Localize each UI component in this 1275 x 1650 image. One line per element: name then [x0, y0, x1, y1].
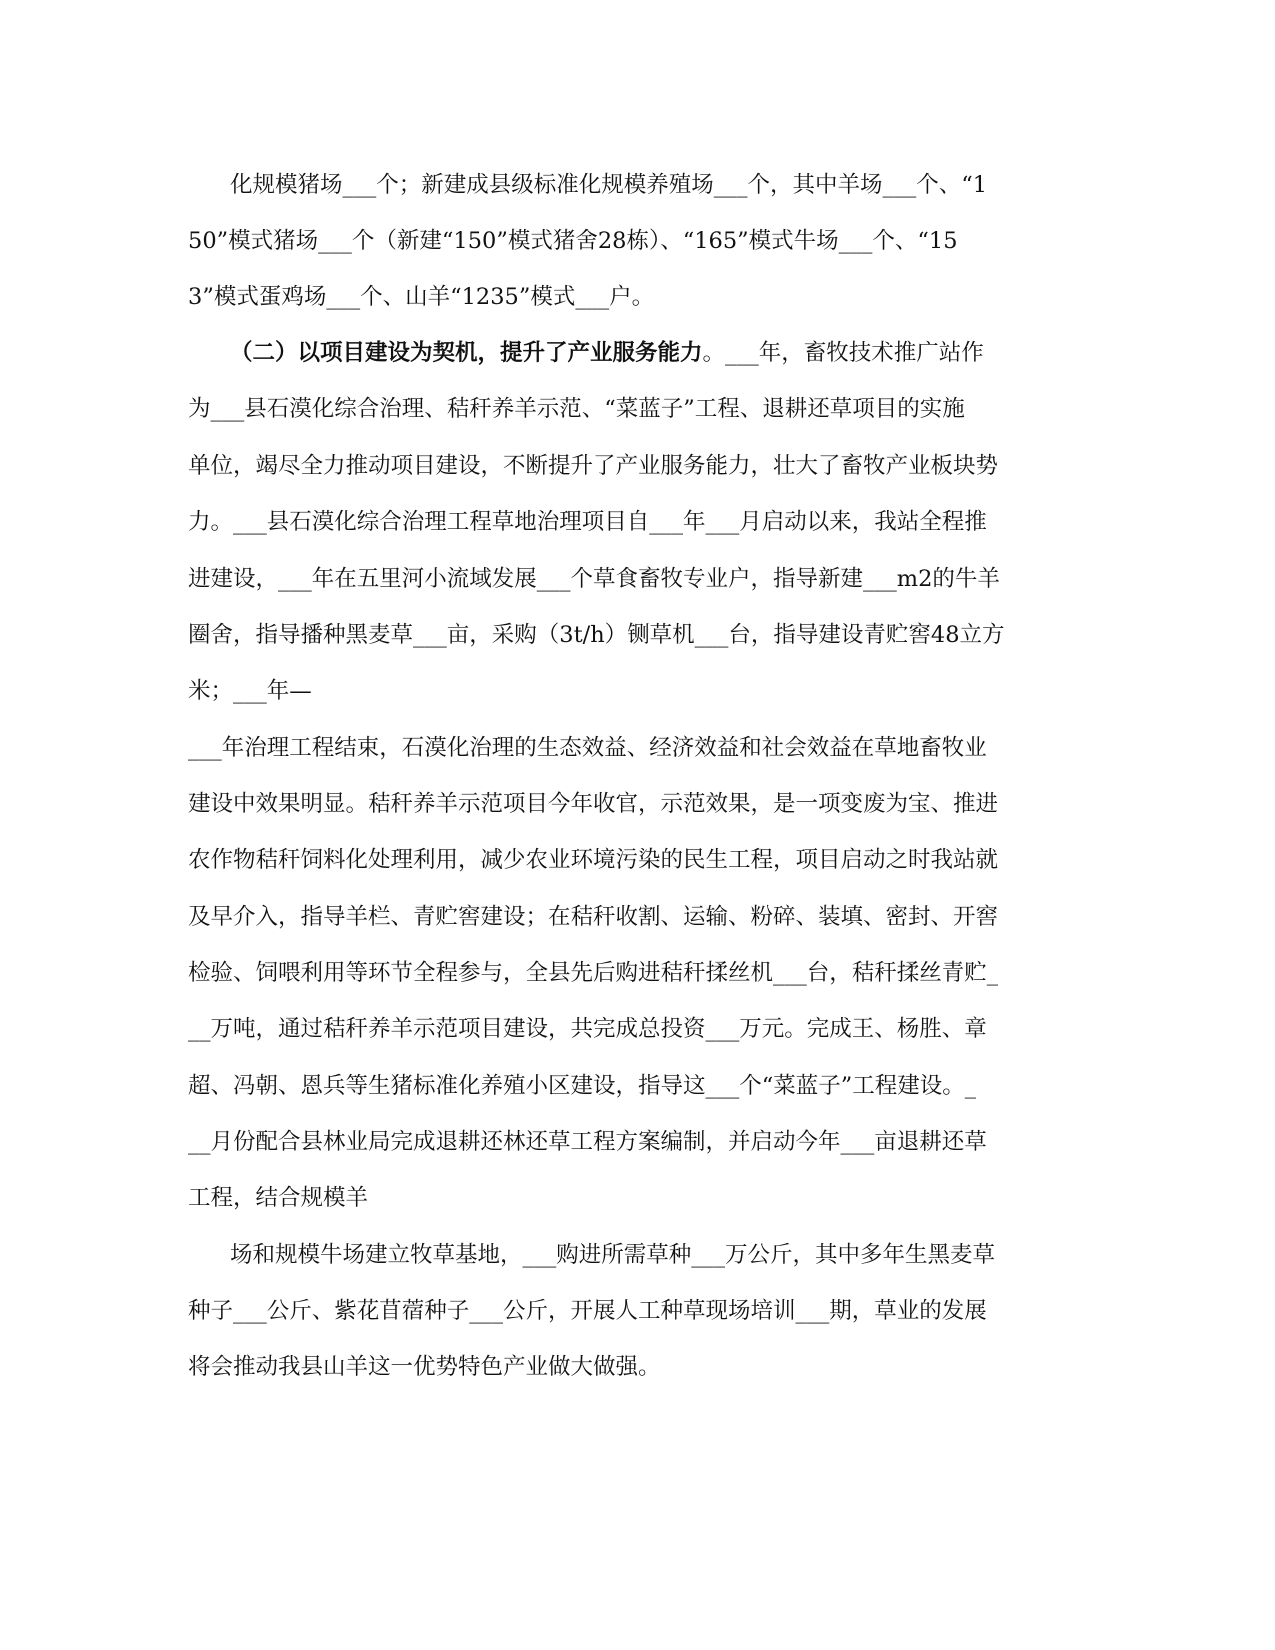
paragraph-line: 工程，结合规模羊: [188, 1185, 369, 1211]
paragraph-line: 单位，竭尽全力推动项目建设，不断提升了产业服务能力，壮大了畜牧产业板块势: [188, 453, 999, 479]
paragraph-line: 建设中效果明显。秸秆养羊示范项目今年收官，示范效果，是一项变废为宝、推进: [188, 791, 999, 817]
paragraph-line: 进建设，___年在五里河小流域发展___个草食畜牧专业户，指导新建___m2的牛羊: [188, 566, 1000, 592]
paragraph-line: 力。___县石漠化综合治理工程草地治理项目自___年___月启动以来，我站全程推: [188, 509, 987, 535]
paragraph-line: 检验、饲喂利用等环节全程参与，全县先后购进秸秆揉丝机___台，秸秆揉丝青贮_: [188, 960, 999, 986]
paragraph-line: 化规模猪场___个；新建成县级标准化规模养殖场___个，其中羊场___个、“1: [230, 172, 988, 198]
paragraph-line: 圈舍，指导播种黑麦草___亩，采购（3t/h）铡草机___台，指导建设青贮窖48立方: [188, 622, 1005, 648]
paragraph-line: ___年治理工程结束，石漠化治理的生态效益、经济效益和社会效益在草地畜牧业: [188, 735, 987, 761]
paragraph-text: 。___年，畜牧技术推广站作: [702, 340, 984, 366]
paragraph-line: 超、冯朝、恩兵等生猪标准化养殖小区建设，指导这___个“菜蓝子”工程建设。_: [188, 1073, 977, 1099]
paragraph-line: __月份配合县林业局完成退耕还林还草工程方案编制，并启动今年___亩退耕还草: [188, 1129, 987, 1155]
paragraph-line: 米；___年—: [188, 678, 312, 704]
section-heading-line: [230, 338, 984, 368]
paragraph-line: 农作物秸秆饲料化处理利用，减少农业环境污染的民生工程，项目启动之时我站就: [188, 847, 999, 873]
paragraph-line: 及早介入，指导羊栏、青贮窖建设；在秸秆收割、运输、粉碎、装填、密封、开窖: [188, 904, 999, 930]
paragraph-line: 3”模式蛋鸡场___个、山羊“1235”模式___户。: [188, 284, 655, 310]
paragraph-line: 将会推动我县山羊这一优势特色产业做大做强。: [188, 1354, 661, 1380]
paragraph-line: 50”模式猪场___个（新建“150”模式猪舍28栋）、“165”模式牛场___个、“15: [188, 228, 958, 254]
section-heading: （二）以项目建设为契机，提升了产业服务能力: [230, 340, 703, 366]
paragraph-line: 为___县石漠化综合治理、秸秆养羊示范、“菜蓝子”工程、退耕还草项目的实施: [188, 396, 965, 422]
paragraph-line: 种子___公斤、紫花苜蓿种子___公斤，开展人工种草现场培训___期，草业的发展: [188, 1298, 987, 1324]
paragraph-line: 场和规模牛场建立牧草基地，___购进所需草种___万公斤，其中多年生黑麦草: [230, 1242, 996, 1268]
paragraph-line: __万吨，通过秸秆养羊示范项目建设，共完成总投资___万元。完成王、杨胜、章: [188, 1016, 987, 1042]
